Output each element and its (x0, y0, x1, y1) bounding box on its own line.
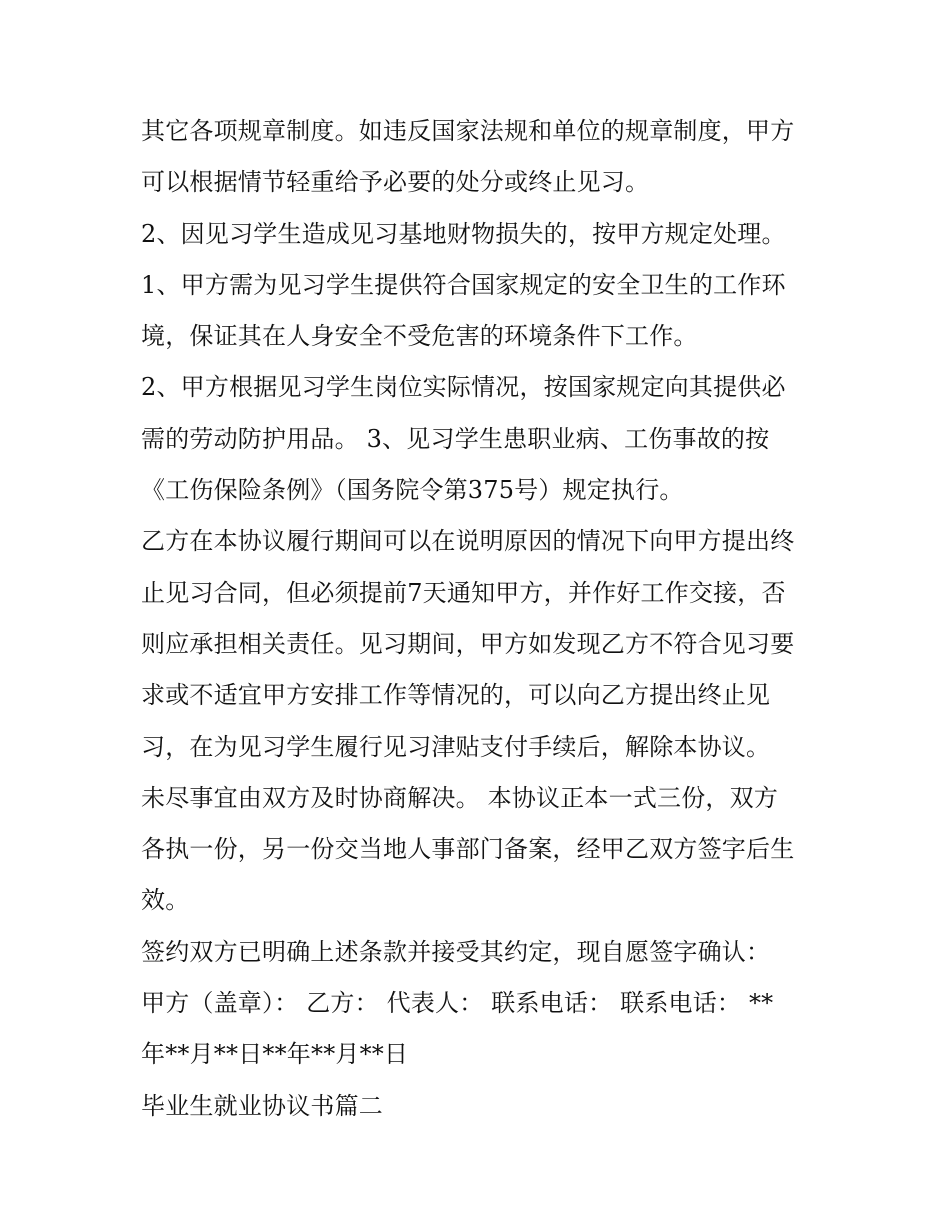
body-line: 未尽事宜由双方及时协商解决。 本协议正本一式三份，双方 (141, 783, 779, 812)
signature-line: 甲方（盖章）： 乙方： 代表人： 联系电话： 联系电话： ** (141, 989, 774, 1018)
body-line: 效。 (141, 886, 190, 915)
body-line: 2、因见习学生造成见习基地财物损失的，按甲方规定处理。 (141, 219, 786, 248)
section-heading: 毕业生就业协议书篇二 (141, 1091, 383, 1120)
body-line: 则应承担相关责任。见习期间，甲方如发现乙方不符合见习要 (141, 629, 795, 658)
body-line: 境，保证其在人身安全不受危害的环境条件下工作。 (141, 322, 698, 351)
body-line: 《工伤保险条例》（国务院令第375号）规定执行。 (141, 476, 684, 505)
date-line: 年**月**日**年**月**日 (141, 1040, 409, 1069)
body-line: 乙方在本协议履行期间可以在说明原因的情况下向甲方提出终 (141, 527, 795, 556)
body-line: 2、甲方根据见习学生岗位实际情况，按国家规定向其提供必 (141, 373, 786, 402)
body-line: 需的劳动防护用品。 3、见习学生患职业病、工伤事故的按 (141, 424, 770, 453)
body-line: 可以根据情节轻重给予必要的处分或终止见习。 (141, 168, 650, 197)
body-line: 签约双方已明确上述条款并接受其约定，现自愿签字确认： (141, 937, 771, 966)
body-line: 止见习合同，但必须提前7天通知甲方，并作好工作交接，否 (141, 578, 786, 607)
body-line: 习，在为见习学生履行见习津贴支付手续后，解除本协议。 (141, 732, 771, 761)
body-line: 求或不适宜甲方安排工作等情况的，可以向乙方提出终止见 (141, 681, 771, 710)
body-line: 各执一份，另一份交当地人事部门备案，经甲乙双方签字后生 (141, 835, 795, 864)
document-body (141, 106, 821, 1132)
body-line: 1、甲方需为见习学生提供符合国家规定的安全卫生的工作环 (141, 270, 786, 299)
body-line: 其它各项规章制度。如违反国家法规和单位的规章制度，甲方 (141, 117, 795, 145)
